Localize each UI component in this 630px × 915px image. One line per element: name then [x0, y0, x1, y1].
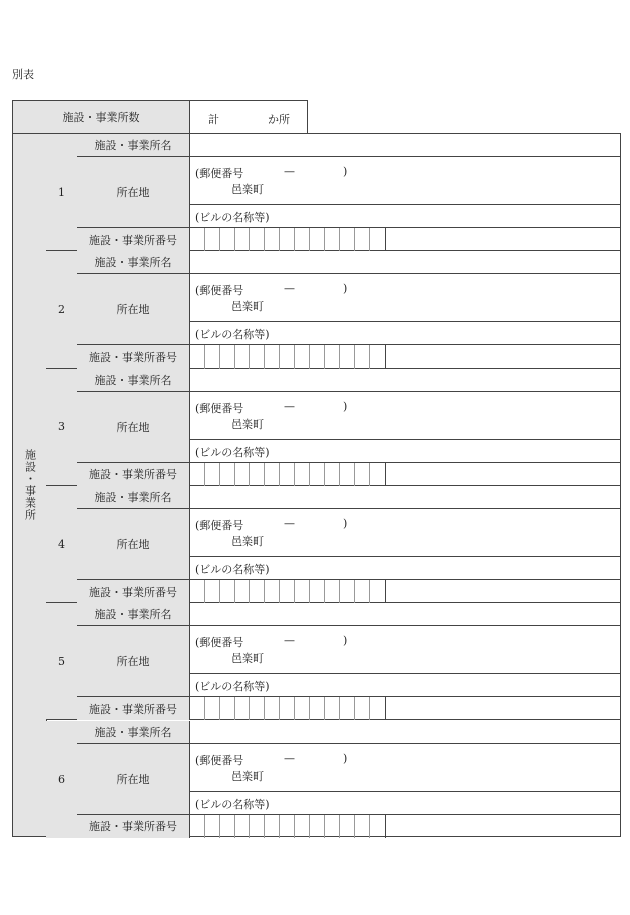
town-name: 邑楽町: [231, 652, 264, 666]
postal-address-input[interactable]: [189, 392, 620, 440]
digit-cell[interactable]: [265, 580, 280, 603]
digit-cell[interactable]: [355, 815, 370, 838]
number-row: [77, 580, 620, 603]
facility-number-digits: [189, 580, 386, 603]
name-row: [77, 603, 620, 626]
digit-cell[interactable]: [220, 580, 235, 603]
number-label: 施設・事業所番号: [77, 228, 190, 251]
number-label: 施設・事業所番号: [77, 463, 190, 486]
digit-cell[interactable]: [325, 697, 340, 720]
postal-label: (郵便番号: [195, 284, 244, 298]
location-label: 所在地: [77, 274, 190, 344]
building-input[interactable]: [189, 673, 620, 697]
name-label: 施設・事業所名: [77, 486, 190, 508]
digit-cell[interactable]: [189, 580, 205, 603]
facility-entry: [46, 369, 620, 486]
postal-address-input[interactable]: [189, 626, 620, 674]
digit-cell[interactable]: [280, 228, 295, 251]
postal-dash: —: [284, 516, 295, 530]
digit-cell[interactable]: [280, 345, 295, 368]
digit-cell[interactable]: [235, 580, 250, 603]
facility-entry: [46, 603, 620, 720]
digit-cell[interactable]: [295, 228, 310, 251]
number-row: [77, 345, 620, 368]
facility-name-input[interactable]: [189, 369, 620, 391]
postal-dash: —: [284, 282, 295, 296]
facility-number-digits: [189, 345, 386, 368]
postal-close-paren: ): [343, 399, 348, 413]
facility-number-field: [189, 228, 620, 251]
postal-label: (郵便番号: [195, 401, 244, 415]
postal-close-paren: ): [343, 516, 348, 530]
digit-cell[interactable]: [295, 345, 310, 368]
digit-cell[interactable]: [205, 345, 220, 368]
entry-number: 3: [46, 369, 78, 485]
digit-cell[interactable]: [189, 345, 205, 368]
digit-cell[interactable]: [370, 345, 385, 368]
unit-label: か所: [268, 113, 290, 126]
building-input[interactable]: [189, 204, 620, 228]
building-label: (ビルの名称等): [195, 797, 270, 811]
digit-cell[interactable]: [220, 345, 235, 368]
digit-cell[interactable]: [325, 580, 340, 603]
location-field: [189, 744, 620, 814]
digit-cell[interactable]: [189, 228, 205, 251]
postal-address-input[interactable]: [189, 509, 620, 557]
digit-cell[interactable]: [295, 463, 310, 486]
facility-count-field[interactable]: [190, 101, 307, 133]
facility-number-field: [189, 345, 620, 368]
name-label: 施設・事業所名: [77, 134, 190, 156]
number-row: [77, 463, 620, 486]
name-row: [77, 369, 620, 392]
location-row: [77, 509, 620, 580]
digit-cell[interactable]: [280, 815, 295, 838]
digit-cell[interactable]: [220, 228, 235, 251]
number-row: [77, 228, 620, 251]
digit-cell[interactable]: [220, 815, 235, 838]
digit-cell[interactable]: [310, 463, 325, 486]
location-row: [77, 626, 620, 697]
digit-cell[interactable]: [280, 463, 295, 486]
digit-cell[interactable]: [265, 228, 280, 251]
facility-entry: [46, 486, 620, 603]
digit-cell[interactable]: [325, 815, 340, 838]
digit-cell[interactable]: [355, 345, 370, 368]
digit-cell[interactable]: [250, 815, 265, 838]
digit-cell[interactable]: [280, 697, 295, 720]
building-input[interactable]: [189, 439, 620, 463]
number-label: 施設・事業所番号: [77, 345, 190, 368]
name-label: 施設・事業所名: [77, 721, 190, 743]
postal-label: (郵便番号: [195, 518, 244, 532]
digit-cell[interactable]: [205, 463, 220, 486]
facility-name-input[interactable]: [189, 486, 620, 508]
name-label: 施設・事業所名: [77, 603, 190, 625]
digit-cell[interactable]: [250, 463, 265, 486]
facility-number-digits: [189, 463, 386, 486]
facility-number-digits: [189, 697, 386, 720]
digit-cell[interactable]: [265, 815, 280, 838]
postal-address-input[interactable]: [189, 744, 620, 792]
digit-cell[interactable]: [370, 580, 385, 603]
postal-dash: —: [284, 751, 295, 765]
building-label: (ビルの名称等): [195, 211, 270, 224]
digit-cell[interactable]: [340, 463, 355, 486]
facility-table: [12, 133, 621, 837]
building-label: (ビルの名称等): [195, 445, 270, 459]
facility-entry: [46, 721, 620, 838]
digit-cell[interactable]: [235, 345, 250, 368]
digit-cell[interactable]: [310, 345, 325, 368]
digit-cell[interactable]: [205, 580, 220, 603]
location-label: 所在地: [77, 626, 190, 696]
name-row: [77, 721, 620, 744]
building-input[interactable]: [189, 556, 620, 580]
number-label: 施設・事業所番号: [77, 815, 190, 838]
digit-cell[interactable]: [235, 697, 250, 720]
town-name: 邑楽町: [231, 183, 264, 196]
location-label: 所在地: [77, 509, 190, 579]
number-label: 施設・事業所番号: [77, 697, 190, 720]
facility-entry: [46, 134, 620, 251]
digit-cell[interactable]: [205, 815, 220, 838]
digit-cell[interactable]: [265, 697, 280, 720]
postal-dash: —: [284, 165, 295, 178]
digit-cell[interactable]: [310, 228, 325, 251]
digit-cell[interactable]: [189, 697, 205, 720]
name-row: [77, 251, 620, 274]
facility-entry: [46, 251, 620, 368]
location-row: [77, 157, 620, 228]
digit-cell[interactable]: [340, 580, 355, 603]
facility-number-digits: [189, 815, 386, 838]
digit-cell[interactable]: [355, 463, 370, 486]
digit-cell[interactable]: [295, 580, 310, 603]
digit-cell[interactable]: [370, 815, 385, 838]
digit-cell[interactable]: [250, 228, 265, 251]
name-label: 施設・事業所名: [77, 369, 190, 391]
postal-dash: —: [284, 399, 295, 413]
facility-name-input[interactable]: [189, 251, 620, 273]
digit-cell[interactable]: [235, 228, 250, 251]
location-label: 所在地: [77, 157, 190, 227]
location-label: 所在地: [77, 392, 190, 462]
digit-cell[interactable]: [310, 697, 325, 720]
total-label: 計: [208, 113, 219, 126]
building-label: (ビルの名称等): [195, 680, 270, 694]
facility-name-input[interactable]: [189, 603, 620, 625]
digit-cell[interactable]: [250, 580, 265, 603]
town-name: 邑楽町: [231, 300, 264, 314]
digit-cell[interactable]: [189, 463, 205, 486]
digit-cell[interactable]: [250, 345, 265, 368]
location-field: [189, 157, 620, 227]
digit-cell[interactable]: [340, 697, 355, 720]
facility-number-field: [189, 697, 620, 720]
entry-number: 4: [46, 486, 78, 602]
location-field: [189, 626, 620, 696]
digit-cell[interactable]: [355, 228, 370, 251]
page-label: 別表: [12, 68, 34, 81]
facility-name-input[interactable]: [189, 721, 620, 743]
digit-cell[interactable]: [325, 345, 340, 368]
entry-number: 6: [46, 721, 78, 838]
facility-count-table: [12, 100, 308, 134]
postal-address-input[interactable]: [189, 274, 620, 322]
building-input[interactable]: [189, 321, 620, 345]
entry-number: 1: [46, 134, 78, 250]
facility-name-input[interactable]: [189, 134, 620, 156]
name-label: 施設・事業所名: [77, 251, 190, 273]
digit-cell[interactable]: [205, 228, 220, 251]
location-row: [77, 744, 620, 815]
digit-cell[interactable]: [340, 815, 355, 838]
number-label: 施設・事業所番号: [77, 580, 190, 603]
name-row: [77, 134, 620, 157]
digit-cell[interactable]: [189, 815, 205, 838]
entry-number: 2: [46, 251, 78, 367]
location-field: [189, 392, 620, 462]
town-name: 邑楽町: [231, 534, 264, 548]
postal-label: (郵便番号: [195, 753, 244, 767]
building-label: (ビルの名称等): [195, 562, 270, 576]
name-row: [77, 486, 620, 509]
digit-cell[interactable]: [205, 697, 220, 720]
digit-cell[interactable]: [295, 815, 310, 838]
digit-cell[interactable]: [310, 580, 325, 603]
town-name: 邑楽町: [231, 769, 264, 783]
entry-number: 5: [46, 603, 78, 719]
digit-cell[interactable]: [325, 463, 340, 486]
digit-cell[interactable]: [235, 815, 250, 838]
digit-cell[interactable]: [235, 463, 250, 486]
postal-close-paren: ): [343, 751, 348, 765]
digit-cell[interactable]: [370, 463, 385, 486]
digit-cell[interactable]: [355, 580, 370, 603]
facility-side-header: 施設・事業所: [13, 134, 47, 836]
digit-cell[interactable]: [250, 697, 265, 720]
digit-cell[interactable]: [340, 345, 355, 368]
digit-cell[interactable]: [310, 815, 325, 838]
facility-number-field: [189, 463, 620, 486]
digit-cell[interactable]: [220, 463, 235, 486]
postal-label: (郵便番号: [195, 167, 244, 180]
location-field: [189, 274, 620, 344]
postal-label: (郵便番号: [195, 636, 244, 650]
facility-number-field: [189, 580, 620, 603]
postal-close-paren: ): [343, 634, 348, 648]
facility-number-digits: [189, 228, 386, 251]
digit-cell[interactable]: [370, 697, 385, 720]
town-name: 邑楽町: [231, 417, 264, 431]
digit-cell[interactable]: [370, 228, 385, 251]
building-label: (ビルの名称等): [195, 328, 270, 342]
digit-cell[interactable]: [325, 228, 340, 251]
facility-number-field: [189, 815, 620, 838]
building-input[interactable]: [189, 791, 620, 815]
location-label: 所在地: [77, 744, 190, 814]
digit-cell[interactable]: [265, 345, 280, 368]
location-row: [77, 392, 620, 463]
postal-address-input[interactable]: [189, 157, 620, 205]
postal-dash: —: [284, 634, 295, 648]
digit-cell[interactable]: [355, 697, 370, 720]
digit-cell[interactable]: [295, 697, 310, 720]
digit-cell[interactable]: [265, 463, 280, 486]
digit-cell[interactable]: [220, 697, 235, 720]
number-row: [77, 815, 620, 838]
postal-close-paren: ): [343, 282, 348, 296]
digit-cell[interactable]: [340, 228, 355, 251]
facility-count-label: 施設・事業所数: [13, 101, 190, 133]
digit-cell[interactable]: [280, 580, 295, 603]
location-row: [77, 274, 620, 345]
number-row: [77, 697, 620, 720]
postal-close-paren: ): [343, 165, 348, 178]
location-field: [189, 509, 620, 579]
